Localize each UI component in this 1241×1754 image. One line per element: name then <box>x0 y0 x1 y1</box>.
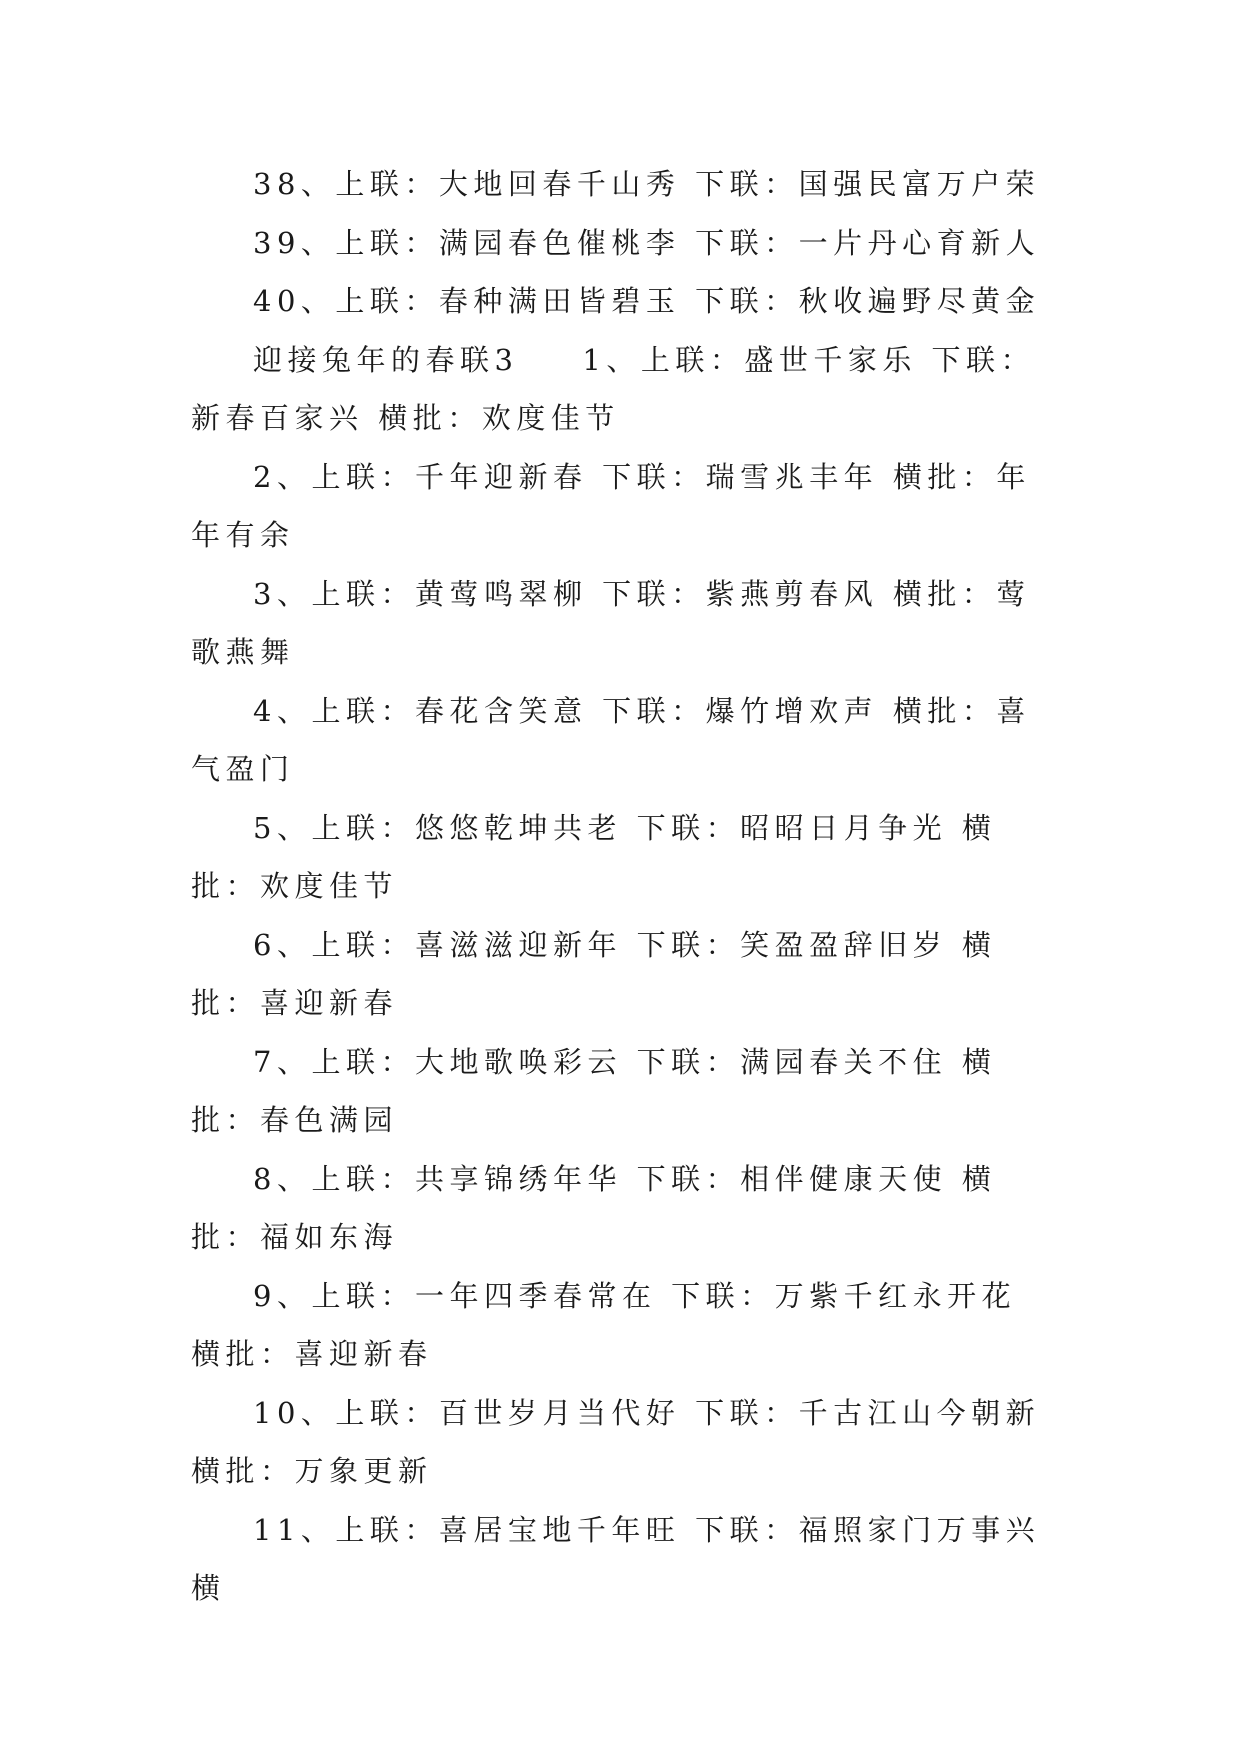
couplet-paragraph-11: 11、上联：喜居宝地千年旺 下联：福照家门万事兴 横 <box>191 1512 1041 1605</box>
couplet-paragraph-10: 10、上联：百世岁月当代好 下联：千古江山今朝新 横批：万象更新 <box>191 1395 1041 1488</box>
couplet-paragraph-2: 2、上联：千年迎新春 下联：瑞雪兆丰年 横批：年年有余 <box>191 459 1031 552</box>
couplet-paragraph-7: 7、上联：大地歌唤彩云 下联：满园春关不住 横批：春色满园 <box>191 1044 997 1137</box>
document-body <box>191 155 1051 1618</box>
couplet-paragraph-8: 8、上联：共享锦绣年华 下联：相伴健康天使 横批：福如东海 <box>191 1161 997 1254</box>
couplet-paragraph-4: 4、上联：春花含笑意 下联：爆竹增欢声 横批：喜气盈门 <box>191 693 1031 786</box>
section-heading-paragraph: 迎接兔年的春联3 1、上联：盛世千家乐 下联：新春百家兴 横批：欢度佳节 <box>191 342 1036 435</box>
couplet-paragraph-6: 6、上联：喜滋滋迎新年 下联：笑盈盈辞旧岁 横批：喜迎新春 <box>191 927 997 1020</box>
couplet-paragraph-3: 3、上联：黄莺鸣翠柳 下联：紫燕剪春风 横批：莺歌燕舞 <box>191 576 1031 669</box>
couplet-paragraph-38: 38、上联：大地回春千山秀 下联：国强民富万户荣 <box>253 167 1041 201</box>
couplet-paragraph-5: 5、上联：悠悠乾坤共老 下联：昭昭日月争光 横批：欢度佳节 <box>191 810 997 903</box>
couplet-paragraph-9: 9、上联：一年四季春常在 下联：万紫千红永开花 横批：喜迎新春 <box>191 1278 1017 1371</box>
couplet-paragraph-39: 39、上联：满园春色催桃李 下联：一片丹心育新人 <box>253 225 1041 260</box>
couplet-paragraph-40: 40、上联：春种满田皆碧玉 下联：秋收遍野尽黄金 <box>253 284 1041 318</box>
